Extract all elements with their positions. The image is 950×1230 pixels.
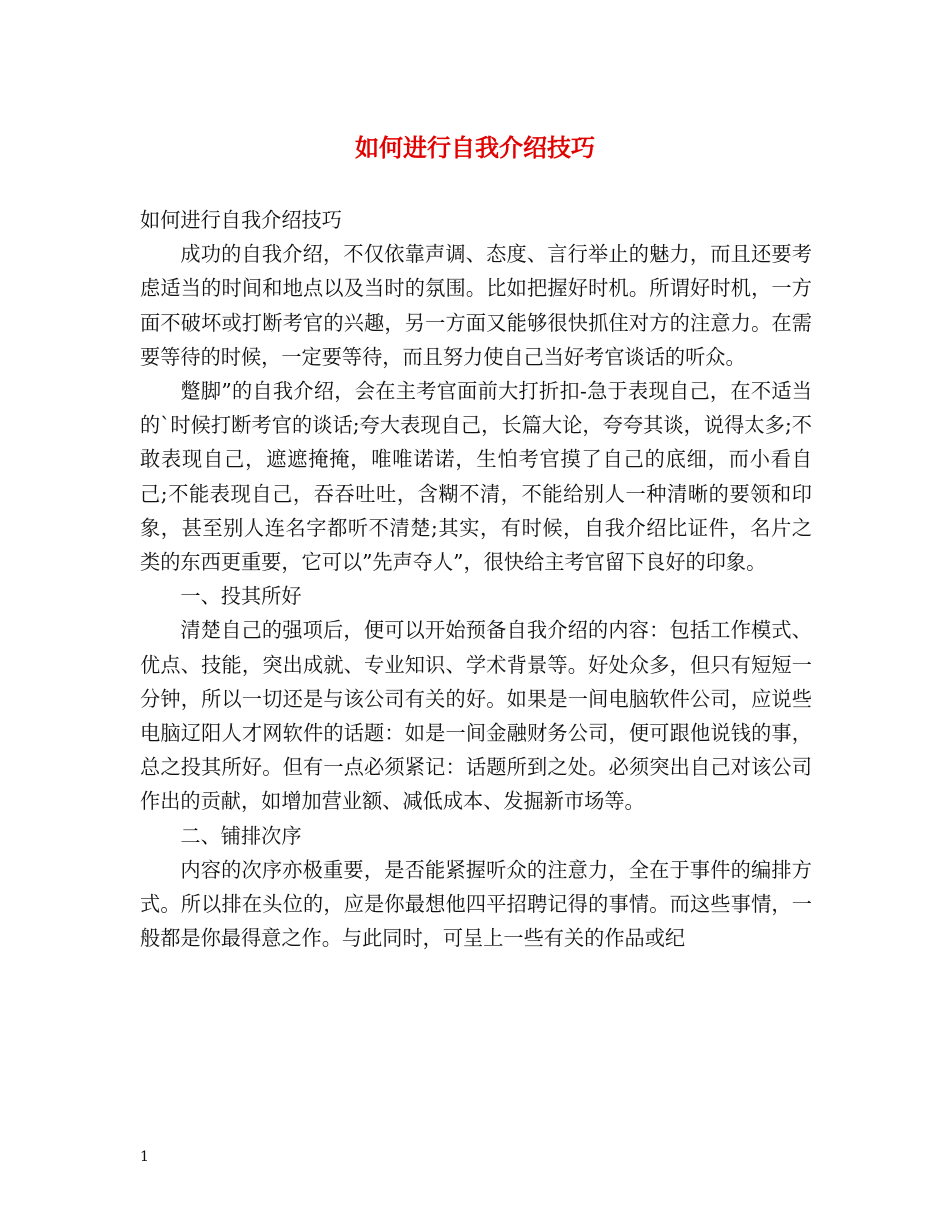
document-title: 如何进行自我介绍技巧 <box>355 133 595 162</box>
section-heading: 一、投其所好 <box>180 584 302 609</box>
paragraph-heading: 如何进行自我介绍技巧 <box>140 208 342 232</box>
section-heading: 二、铺排次序 <box>180 823 302 848</box>
page-number: 1 <box>140 1149 149 1165</box>
paragraph: 蹩脚”的自我介绍，会在主考官面前大打折扣-急于表现自己，在不适当的`时候打断考官的谈话;夸大表现自己，长篇大论，夸夸其谈，说得太多;不敢表现自己，遮遮掩掩，唯唯诺诺，生怕考官摸了自己的底细，而小看自己;不能表现自己，吞吞吐吐，含糊不清，不能给别人一种清晰的要领和印象，甚至别人连名字都听不清楚;其实，有时候，自我介绍比证件，名片之类的东西更重要，它可以”先声夺人”，很快给主考官留下良好的印象。 <box>140 379 812 575</box>
paragraph: 清楚自己的强项后，便可以开始预备自我介绍的内容：包括工作模式、优点、技能，突出成就、专业知识、学术背景等。好处众多，但只有短短一分钟，所以一切还是与该公司有关的好。如果是一间电脑软件公司，应说些电脑辽阳人才网软件的话题：如是一间金融财务公司，便可跟他说钱的事，总之投其所好。但有一点必须紧记：话题所到之处。必须突出自己对该公司作出的贡献，如增加营业额、减低成本、发掘新市场等。 <box>140 618 812 814</box>
paragraph: 成功的自我介绍，不仅依靠声调、态度、言行举止的魅力，而且还要考虑适当的时间和地点以及当时的氛围。比如把握好时机。所谓好时机，一方面不破坏或打断考官的兴趣，另一方面又能够很快抓住对方的注意力。在需要等待的时候，一定要等待，而且努力使自己当好考官谈话的听众。 <box>140 242 812 369</box>
paragraph: 内容的次序亦极重要，是否能紧握听众的注意力，全在于事件的编排方式。所以排在头位的，应是你最想他四平招聘记得的事情。而这些事情，一般都是你最得意之作。与此同时，可呈上一些有关的作品或纪 <box>140 857 812 951</box>
document-body <box>140 203 812 955</box>
